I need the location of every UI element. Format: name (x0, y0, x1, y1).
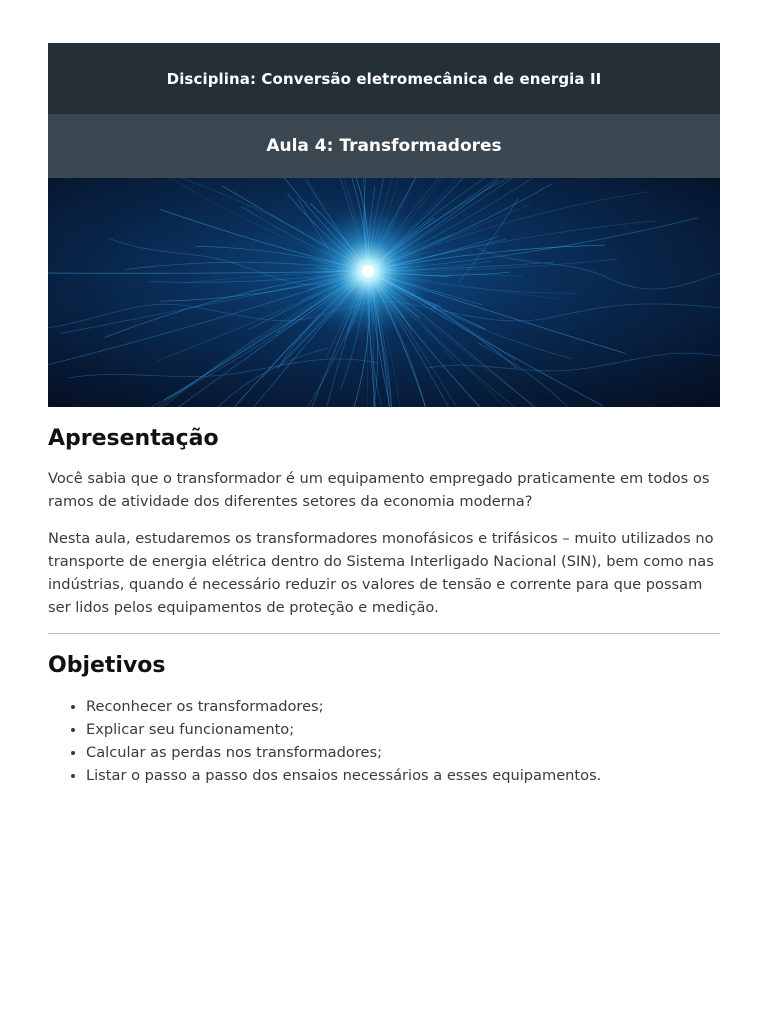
glowing-network-image (48, 178, 720, 407)
lesson-page (48, 43, 720, 787)
intro-paragraph-2: Nesta aula, estudaremos os transformadores monofásicos e trifásicos – muito utilizados no transporte de energia elétrica dentro do Sistema Interligado Nacional (SIN), bem como nas indústrias, quando é necessário reduzir os valores de tensão e corrente para que possam ser lidos pelos equipamentos de proteção e medição. (48, 530, 714, 616)
section-divider (48, 633, 720, 634)
list-item: • Reconhecer os transformadores; (86, 695, 720, 718)
list-item: • Explicar seu funcionamento; (86, 718, 720, 741)
list-item: • Listar o passo a passo dos ensaios necessários a esses equipamentos. (86, 764, 720, 787)
discipline-header (48, 43, 720, 114)
lesson-header (48, 114, 720, 178)
lesson-title: Aula 4: Transformadores (266, 136, 502, 156)
intro-paragraph-1: Você sabia que o transformador é um equipamento empregado praticamente em todos os ramos de atividade dos diferentes setores da economia moderna? (48, 470, 710, 510)
objetivos-list (48, 695, 720, 787)
list-item: • Calcular as perdas nos transformadores; (86, 741, 720, 764)
banner-image (48, 178, 720, 407)
discipline-title: Disciplina: Conversão eletromecânica de energia II (166, 69, 602, 88)
objetivos-heading: Objetivos (48, 653, 166, 678)
apresentacao-heading: Apresentação (48, 426, 219, 451)
